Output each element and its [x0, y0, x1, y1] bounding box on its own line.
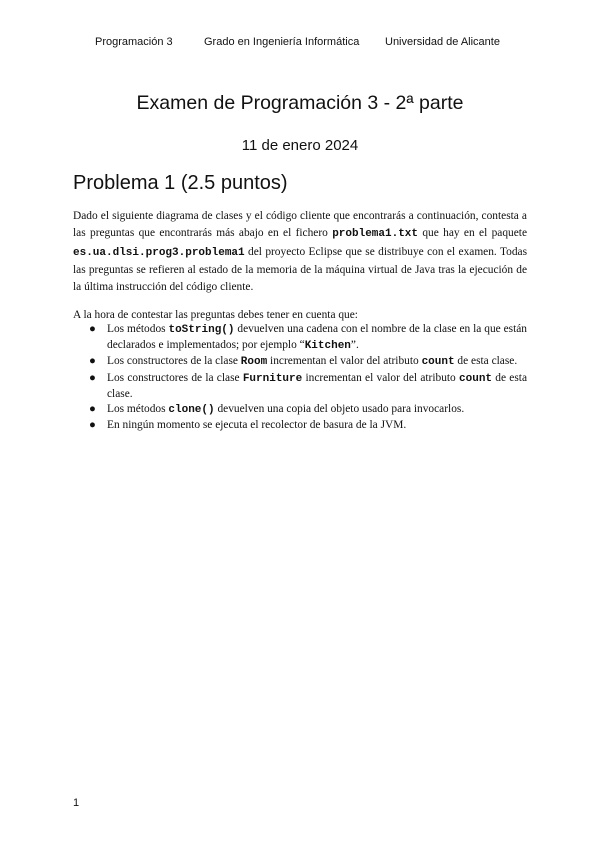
bullet-text: ”.: [350, 339, 359, 352]
bullet-text: Los métodos: [107, 323, 169, 335]
exam-title: Examen de Programación 3 - 2ª parte: [136, 92, 464, 114]
intro-text-1: Dado el siguiente diagrama de clases y el código cliente que encontrarás a continuación, contesta a las preguntas que encontrarás más abajo en el fichero: [73, 210, 527, 240]
bullet-icon: ●: [89, 355, 96, 368]
bullet-text: Los constructores de la clase: [107, 371, 243, 384]
page-number: 1: [73, 797, 80, 809]
notes-list: [73, 322, 527, 433]
header-course: Programación 3: [95, 36, 173, 48]
list-item: [73, 322, 527, 354]
bullet-text: Los métodos: [107, 403, 169, 416]
file-name: problema1.txt: [332, 228, 419, 241]
bullet-text: devuelven una copia del objeto usado para invocarlos.: [214, 403, 465, 416]
bullet-text: incrementan el valor del atributo: [302, 371, 460, 384]
bullet-icon: ●: [89, 419, 96, 432]
bullet-text: de esta clase.: [107, 371, 527, 400]
list-item: [73, 371, 527, 402]
bullet-icon: ●: [89, 371, 96, 384]
bullet-text: devuelven una cadena con el nombre de la clase en la que están declarados e implementados; por ejemplo “: [107, 323, 527, 352]
list-item: [73, 402, 527, 418]
notes-intro: A la hora de contestar las preguntas debes tener en cuenta que:: [73, 309, 358, 321]
code-term: Room: [240, 356, 268, 369]
header-university: Universidad de Alicante: [385, 36, 500, 48]
code-term: count: [421, 356, 455, 369]
bullet-icon: ●: [89, 403, 96, 416]
bullet-icon: ●: [89, 323, 96, 335]
intro-text-3: del proyecto Eclipse que se distribuye con el examen. Todas las preguntas se refieren al estado de la memoria de la máquina virtual de Java tras la ejecución de la última instrucción del código cliente.: [73, 245, 527, 294]
code-term: Kitchen: [304, 340, 351, 353]
bullet-text: Los constructores de la clase: [107, 355, 241, 368]
header-degree: Grado en Ingeniería Informática: [204, 36, 360, 48]
problem-heading: Problema 1 (2.5 puntos): [73, 172, 288, 194]
code-term: count: [459, 372, 493, 385]
bullet-text: En ningún momento se ejecuta el recolector de basura de la JVM.: [107, 419, 407, 432]
exam-date: 11 de enero 2024: [241, 137, 359, 154]
code-term: toString(): [168, 324, 235, 336]
intro-paragraph: [73, 208, 527, 296]
list-item: [73, 418, 527, 433]
bullet-text: incrementan el valor del atributo: [267, 355, 422, 368]
code-term: Furniture: [242, 372, 303, 385]
intro-text-2: que hay en el paquete: [418, 227, 527, 240]
list-item: [73, 354, 527, 370]
package-name: es.ua.dlsi.prog3.problema1: [73, 246, 245, 259]
bullet-text: de esta clase.: [454, 355, 518, 368]
code-term: clone(): [168, 404, 215, 417]
